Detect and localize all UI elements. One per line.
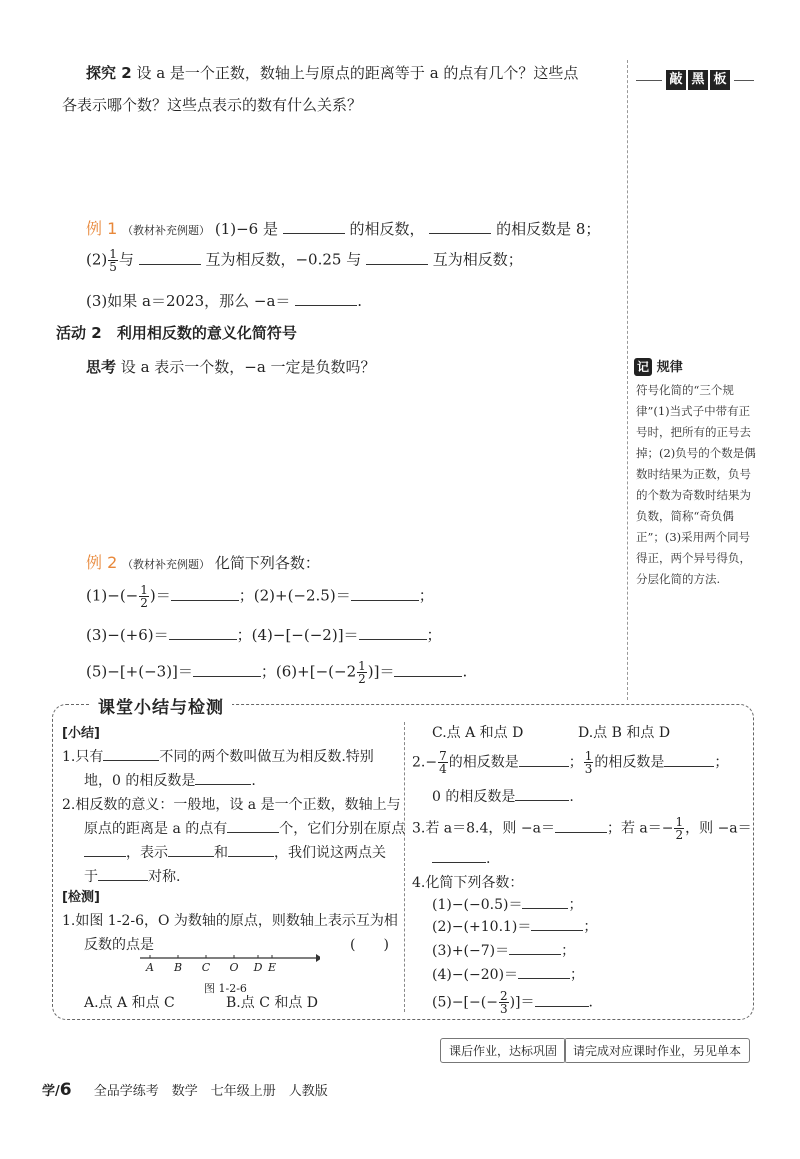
answer-blank[interactable]	[228, 842, 274, 857]
s1-c: 地，0 的相反数是	[84, 773, 196, 789]
axis-label-a: A	[146, 961, 154, 974]
s2-b: 原点的距离是 a 的点有	[84, 821, 228, 837]
q4-3: (3)+(−7)＝	[432, 943, 510, 959]
example1-source: （教材补充例题）	[122, 224, 211, 237]
think-line	[86, 356, 376, 377]
answer-blank[interactable]	[664, 752, 714, 767]
option-a[interactable]: A.点 A 和点 C	[84, 995, 175, 1011]
e2-r1-c: ；(2)+(−2.5)＝	[238, 586, 351, 605]
summary-label: [小结]	[62, 726, 100, 741]
answer-blank[interactable]	[283, 219, 345, 234]
q4-item3	[432, 940, 575, 960]
q2-d: 的相反数是	[594, 754, 665, 771]
axis-label-o: O	[229, 961, 239, 974]
example1-text-b: 的相反数，	[349, 220, 425, 238]
q3-line2	[432, 848, 490, 867]
explore2-text1: 设 a 是一个正数，数轴上与原点的距离等于 a 的点有几个？这些点	[136, 64, 579, 82]
think-text: 设 a 表示一个数，−a 一定是负数吗？	[120, 358, 376, 376]
answer-blank[interactable]	[195, 770, 251, 785]
example1-line3	[86, 290, 362, 311]
page-prefix: 学/	[42, 1084, 60, 1099]
tab-char-2: 黑	[688, 70, 708, 90]
example1-l2-b: 与	[118, 250, 134, 269]
q4-item5	[432, 990, 593, 1015]
page-footer	[42, 1080, 328, 1100]
answer-blank[interactable]	[429, 219, 491, 234]
s2-line3	[84, 842, 386, 862]
axis-label-d: D	[253, 961, 263, 974]
explore2-line2: 各表示哪个数？这些点表示的数有什么关系？	[62, 96, 363, 114]
fraction	[357, 660, 367, 685]
answer-blank[interactable]	[432, 848, 486, 863]
activity2-heading	[56, 322, 297, 343]
explore2-line1	[86, 62, 578, 83]
fraction	[438, 750, 448, 775]
activity2-title: 利用相反数的意义化简符号	[116, 324, 297, 342]
answer-blank[interactable]	[351, 586, 419, 601]
e2-r3-c: )]＝	[367, 662, 395, 681]
answer-blank[interactable]	[295, 291, 357, 306]
figure-caption: 图 1-2-6	[204, 982, 247, 995]
test-label: [检测]	[62, 890, 100, 905]
q2-line1	[412, 750, 728, 775]
s2-c: 个，它们分别在原点	[279, 821, 406, 837]
axis-label-e: E	[267, 961, 277, 974]
fraction	[108, 248, 118, 273]
tab-rule-right	[734, 80, 754, 81]
fraction-numerator: 1	[584, 749, 593, 763]
example1-l2-prefix: (2)	[86, 250, 108, 269]
t1-line2	[84, 934, 394, 954]
t1-b: 反数的点是	[84, 937, 154, 953]
number-line-figure	[140, 952, 320, 976]
q2-a: 2.−	[412, 754, 438, 771]
answer-blank[interactable]	[515, 786, 569, 801]
example1-label: 例 1	[86, 219, 118, 238]
fraction-denominator: 3	[499, 1002, 508, 1016]
q4-semi: ；	[583, 919, 598, 935]
note-icon: 记	[634, 358, 652, 376]
fraction	[584, 750, 594, 775]
rule-note-body: 符号化简的“三个规律”(1)当式子中带有正号时，把所有的正号去掉；(2)负号的个数是偶数时结果为正数，负号的个数为奇数时结果为负数，简称“奇负偶正”；(3)采用两个同号得正，两个异号得负，分层化简的方法.	[636, 383, 756, 586]
tab-char-1: 敲	[666, 70, 686, 90]
axis-label-c: C	[201, 961, 211, 974]
fraction-numerator: 1	[675, 815, 684, 829]
answer-blank[interactable]	[555, 818, 607, 833]
q2-g: .	[569, 789, 574, 805]
book-info: 全品学练考 数学 七年级上册 人教版	[93, 1084, 328, 1099]
summary-title	[90, 693, 232, 718]
e2-r2-c: ；	[426, 626, 442, 644]
answer-blank[interactable]	[519, 752, 569, 767]
answer-paren[interactable]: ( )	[350, 937, 389, 953]
fraction	[499, 990, 509, 1015]
example1-l2-c: 互为相反数，−0.25 与	[205, 250, 362, 269]
q4-4: (4)−(−20)＝	[432, 967, 519, 983]
fraction-numerator: 1	[358, 659, 366, 673]
s1-a: 1.只有	[62, 749, 104, 765]
s2-d: ，表示	[126, 845, 168, 861]
answer-blank[interactable]	[98, 866, 148, 881]
q3-d: .	[486, 851, 491, 867]
option-c[interactable]: C.点 A 和点 D	[432, 725, 524, 741]
answer-blank[interactable]	[522, 894, 568, 909]
fraction-denominator: 2	[675, 828, 684, 842]
example1-l3-b: .	[357, 292, 362, 310]
tab-rule-left	[636, 80, 662, 81]
example2-intro-text: 化简下列各数：	[214, 554, 320, 572]
example1-l3-a: (3)如果 a＝2023，那么 −a＝	[86, 292, 291, 310]
fraction-numerator: 1	[140, 583, 148, 597]
s2-line4	[84, 866, 180, 886]
summary-divider	[404, 722, 405, 1012]
fraction-denominator: 3	[584, 762, 593, 776]
option-b[interactable]: B.点 C 和点 D	[226, 995, 319, 1011]
note-title: 规律	[656, 360, 683, 375]
number-line-arrow	[316, 954, 320, 962]
example1-line1	[86, 216, 600, 239]
s2-h: 对称.	[148, 869, 181, 885]
q4-dot: .	[588, 994, 593, 1011]
q2-b: 的相反数是	[448, 754, 519, 771]
fraction-denominator: 2	[140, 596, 148, 610]
fraction	[139, 584, 149, 609]
q2-c: ；	[568, 754, 583, 771]
axis-label-b: B	[173, 961, 183, 974]
e2-r3-b: ；(6)+[−(−2	[260, 662, 357, 681]
example1-line2	[86, 248, 523, 273]
option-d[interactable]: D.点 B 和点 D	[578, 725, 671, 741]
q4-item2	[432, 916, 597, 936]
summary-title-text: 课堂小结与检测	[98, 698, 224, 718]
think-label: 思考	[86, 358, 117, 376]
q4-heading: 4.化简下列各数：	[412, 875, 524, 891]
e2-r3-a: (5)−[+(−3)]＝	[86, 662, 193, 681]
example1-text-a: (1)−6 是	[214, 220, 278, 238]
rule-note-heading	[634, 356, 683, 376]
s2-line1: 2.相反数的意义：一般地，设 a 是一个正数，数轴上与	[62, 797, 401, 813]
answer-blank[interactable]	[531, 916, 583, 931]
activity2-label: 活动 2	[56, 324, 102, 342]
explore2-label: 探究 2	[86, 64, 132, 82]
example2-row1	[86, 584, 434, 609]
answer-blank[interactable]	[509, 940, 561, 955]
answer-blank[interactable]	[366, 250, 428, 265]
fraction-denominator: 5	[109, 260, 117, 274]
tab-char-3: 板	[710, 70, 730, 90]
s2-f: ，我们说这两点关	[274, 845, 386, 861]
example2-intro	[86, 550, 320, 573]
fraction-numerator: 2	[499, 989, 508, 1003]
s1-b: 不同的两个数叫做互为相反数.特别	[159, 749, 374, 765]
example2-label: 例 2	[86, 553, 118, 572]
homework-note-tag: 请完成对应课时作业，另见单本	[564, 1038, 750, 1063]
answer-blank[interactable]	[168, 842, 214, 857]
example2-source: （教材补充例题）	[122, 558, 211, 571]
answer-blank[interactable]	[171, 586, 239, 601]
s1-line1	[62, 746, 374, 766]
answer-blank[interactable]	[193, 662, 261, 677]
answer-blank[interactable]	[359, 625, 427, 640]
answer-blank[interactable]	[139, 250, 201, 265]
q2-e: ；	[714, 754, 729, 771]
example1-text-c: 的相反数是 8；	[496, 220, 601, 238]
answer-blank[interactable]	[84, 842, 126, 857]
e2-r2-a: (3)−(+6)＝	[86, 626, 169, 644]
q4-5b: )]＝	[509, 994, 535, 1011]
fraction-denominator: 4	[439, 762, 447, 776]
example2-row2	[86, 624, 442, 645]
q4-item1	[432, 894, 582, 914]
answer-blank[interactable]	[227, 818, 279, 833]
q4-5a: (5)−[−(−	[432, 994, 498, 1011]
s1-line2	[84, 770, 256, 790]
q4-semi: ；	[561, 943, 576, 959]
answer-blank[interactable]	[518, 964, 570, 979]
answer-blank[interactable]	[103, 746, 159, 761]
t1-line1: 1.如图 1-2-6，O 为数轴的原点，则数轴上表示互为相	[62, 913, 398, 929]
fraction-numerator: 1	[109, 247, 117, 261]
q3-b: ；若 a＝−	[606, 820, 674, 837]
s1-d: .	[251, 773, 256, 789]
blackboard-tab	[636, 68, 756, 92]
e2-r1-b: )＝	[149, 586, 171, 605]
page-number: 6	[59, 1080, 72, 1100]
s2-e: 和	[214, 845, 228, 861]
s2-g: 于	[84, 869, 98, 885]
e2-r1-d: ；	[418, 586, 434, 605]
q4-semi: ；	[570, 967, 585, 983]
q2-line2	[432, 786, 574, 806]
example1-l2-d: 互为相反数；	[432, 250, 523, 269]
q4-2: (2)−(+10.1)＝	[432, 919, 532, 935]
q3-c: ，则 −a＝	[685, 820, 752, 837]
e2-r3-d: .	[462, 662, 468, 681]
homework-tag: 课后作业，达标巩固	[440, 1038, 566, 1063]
e2-r1-a: (1)−(−	[86, 586, 139, 605]
margin-divider	[627, 60, 628, 700]
e2-r2-b: ；(4)−[−(−2)]＝	[236, 626, 359, 644]
fraction-denominator: 2	[358, 672, 366, 686]
q4-semi: ；	[568, 897, 583, 913]
q3-a: 3.若 a＝8.4，则 −a＝	[412, 820, 555, 837]
q3-line1	[412, 816, 752, 841]
q2-f: 0 的相反数是	[432, 789, 516, 805]
q4-1: (1)−(−0.5)＝	[432, 897, 523, 913]
answer-blank[interactable]	[394, 662, 462, 677]
q4-item4	[432, 964, 584, 984]
fraction-numerator: 7	[439, 749, 447, 763]
answer-blank[interactable]	[535, 992, 589, 1007]
answer-blank[interactable]	[169, 625, 237, 640]
example2-row3	[86, 660, 467, 685]
fraction	[674, 816, 684, 841]
s2-line2	[84, 818, 405, 838]
